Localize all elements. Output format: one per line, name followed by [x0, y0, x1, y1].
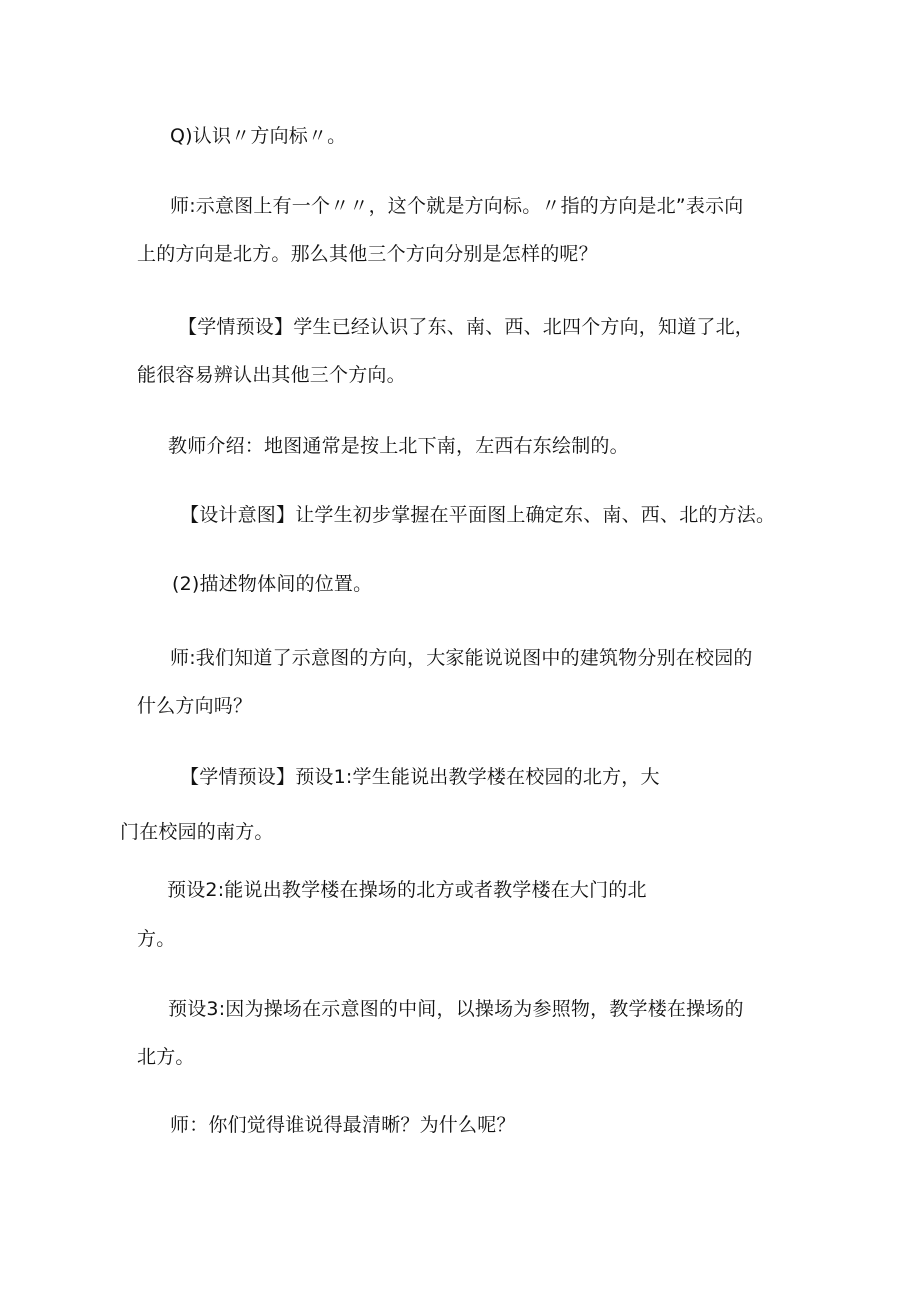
paragraph-line: 【学情预设】学生已经认识了东、南、西、北四个方向，知道了北，: [178, 316, 755, 338]
paragraph-line: 【学情预设】预设1:学生能说出教学楼在校园的北方，大: [180, 766, 660, 788]
paragraph-line: 上的方向是北方。那么其他三个方向分别是怎样的呢？: [137, 243, 598, 265]
paragraph-line: 什么方向吗？: [137, 695, 253, 717]
paragraph-line: 【设计意图】让学生初步掌握在平面图上确定东、南、西、北的方法。: [180, 504, 776, 526]
heading-describe-positions: (2)描述物体间的位置。: [172, 573, 373, 595]
paragraph-line: 教师介绍：地图通常是按上北下南，左西右东绘制的。: [168, 435, 629, 457]
paragraph-line: 师:示意图上有一个〃〃，这个就是方向标。〃指的方向是北”表示向: [170, 195, 744, 217]
paragraph-line: 北方。: [137, 1046, 195, 1068]
paragraph-line: 师:我们知道了示意图的方向，大家能说说图中的建筑物分别在校园的: [170, 647, 753, 669]
paragraph-line: 方。: [137, 928, 176, 950]
paragraph-line: 预设3:因为操场在示意图的中间，以操场为参照物，教学楼在操场的: [168, 998, 744, 1020]
paragraph-line: 门在校园的南方。: [120, 821, 274, 843]
paragraph-line: 预设2:能说出教学楼在操场的北方或者教学楼在大门的北: [167, 879, 647, 901]
paragraph-line: 能很容易辨认出其他三个方向。: [137, 364, 406, 386]
heading-recognize-direction-marker: Q)认识〃方向标〃。: [170, 125, 347, 147]
paragraph-line: 师：你们觉得谁说得最清晰？为什么呢？: [170, 1114, 516, 1136]
